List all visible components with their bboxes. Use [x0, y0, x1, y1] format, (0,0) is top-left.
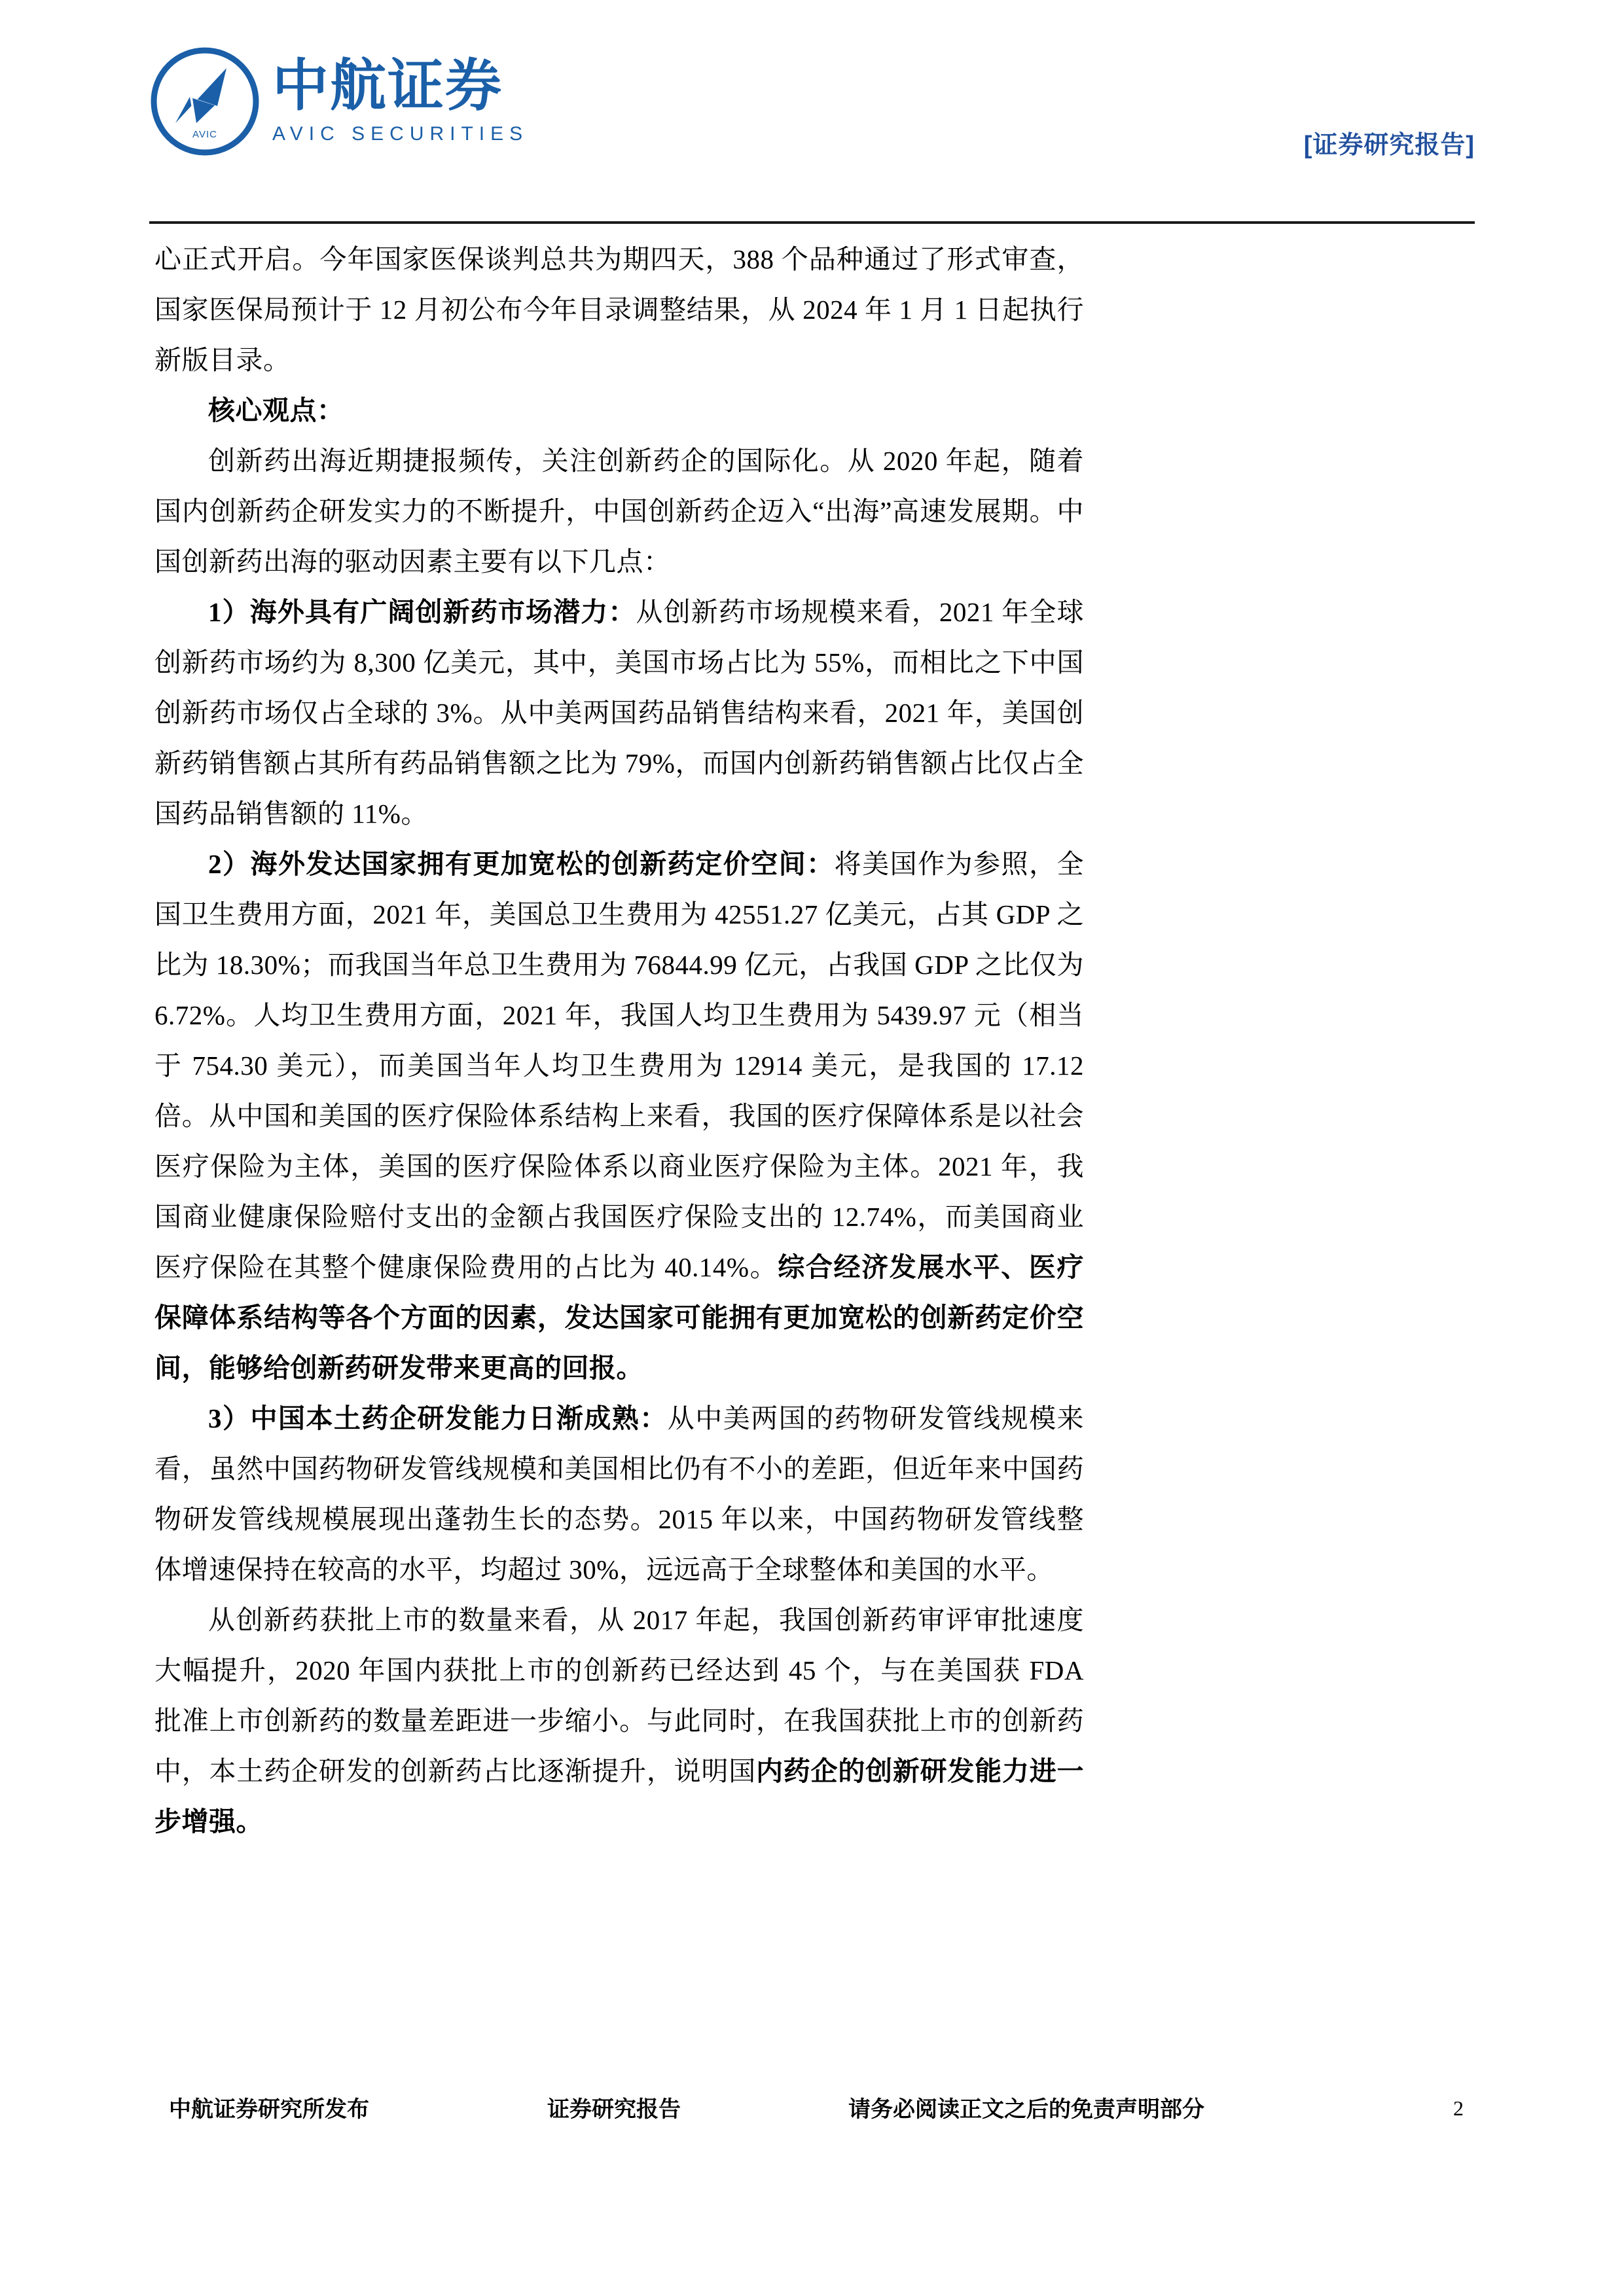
point-1-lead: 1）海外具有广阔创新药市场潜力： [208, 597, 636, 627]
footer-publisher: 中航证券研究所发布 [169, 2098, 369, 2122]
header-divider [149, 221, 1475, 224]
brand-logo-text [272, 46, 528, 157]
paragraph-text: 核心观点： [208, 395, 344, 425]
paragraph-point-3 [154, 1393, 1084, 1595]
brand-logo [149, 46, 528, 157]
avic-logo-icon [149, 46, 261, 157]
svg-text:AVIC: AVIC [192, 129, 217, 140]
document-body [154, 234, 1084, 1847]
point-3-body: 从中美两国的药物研发管线规模来看，虽然中国药物研发管线规模和美国相比仍有不小的差距，但近年来中国药物研发管线规模展现出蓬勃生长的态势。2015 年以来，中国药物研发管线整体增速保持在较高的水平，均超过 30%，远远高于全球整体和美国的水平。 [154, 1403, 1085, 1585]
paragraph-core-view-heading [154, 386, 1084, 436]
point-3-lead: 3）中国本土药企研发能力日渐成熟： [208, 1403, 668, 1433]
paragraph-continuation [154, 234, 1084, 386]
page-footer [154, 2091, 1470, 2124]
point-2-conclusion: 综合经济发展水平、医疗保障体系结构等各个方面的因素，发达国家可能拥有更加宽松的创新药定价空间，能够给创新药研发带来更高的回报。 [154, 1252, 1085, 1383]
footer-doc-type: 证券研究报告 [547, 2098, 681, 2122]
paragraph-point-1 [154, 587, 1084, 839]
brand-name-cn: 中航证券 [272, 54, 503, 117]
paragraph-conclusion: 内药企的创新研发能力进一步增强。 [154, 1756, 1084, 1837]
paragraph-point-2 [154, 839, 1084, 1393]
paragraph-approvals [154, 1595, 1084, 1847]
point-1-body: 从创新药市场规模来看，2021 年全球创新药市场约为 8,300 亿美元，其中，美国市场占比为 55%，而相比之下中国创新药市场仅占全球的 3%。从中美两国药品销售结构来看，2021 年，美国创新药销售额占其所有药品销售额之比为 79%，而国内创新药销售额占比仅占全国药品销售额的 11%。 [154, 597, 1084, 829]
paragraph-text: 从创新药获批上市的数量来看，从 2017 年起，我国创新药审评审批速度大幅提升，2020 年国内获批上市的创新药已经达到 45 个，与在美国获 FDA 批准上市创新药的数量差距进一步缩小。与此同时，在我国获批上市的创新药中，本土药企研发的创新药占比逐渐提升，说明国 [154, 1605, 1084, 1786]
point-2-body: 将美国作为参照，全国卫生费用方面，2021 年，美国总卫生费用为 42551.27 亿美元，占其 GDP 之比为 18.30%；而我国当年总卫生费用为 76844.99 亿元，占我国 GDP 之比仅为 6.72%。人均卫生费用方面，2021 年，我国人均卫生费用为 5439.97 元（相当于 754.30 美元），而美国当年人均卫生费用为 12914 美元，是我国的 17.12 倍。从中国和美国的医疗保险体系结构上来看，我国的医疗保障体系是以社会医疗保险为主体，美国的医疗保险体系以商业医疗保险为主体。2021 年，我国商业健康保险赔付支出的金额占我国医疗保险支出的 12.74%，而美国商业医疗保险在其整个健康保险费用的占比为 40.14%。 [154, 849, 1085, 1282]
footer-disclaimer: 请务必阅读正文之后的免责声明部分 [848, 2098, 1204, 2122]
paragraph-overseas-intro [154, 436, 1084, 587]
brand-name-en: AVIC SECURITIES [272, 123, 529, 145]
paragraph-text: 创新药出海近期捷报频传，关注创新药企的国际化。从 2020 年起，随着国内创新药企研发实力的不断提升，中国创新药企迈入“出海”高速发展期。中国创新药出海的驱动因素主要有以下几点： [154, 446, 1084, 577]
paragraph-text: 心正式开启。今年国家医保谈判总共为期四天，388 个品种通过了形式审查，国家医保局预计于 12 月初公布今年目录调整结果，从 2024 年 1 月 1 日起执行新版目录。 [154, 244, 1084, 375]
point-2-lead: 2）海外发达国家拥有更加宽松的创新药定价空间： [208, 849, 835, 879]
page-header [149, 39, 1475, 203]
report-type-tag: [证券研究报告] [1303, 132, 1475, 159]
page-number: 2 [1453, 2096, 1464, 2120]
